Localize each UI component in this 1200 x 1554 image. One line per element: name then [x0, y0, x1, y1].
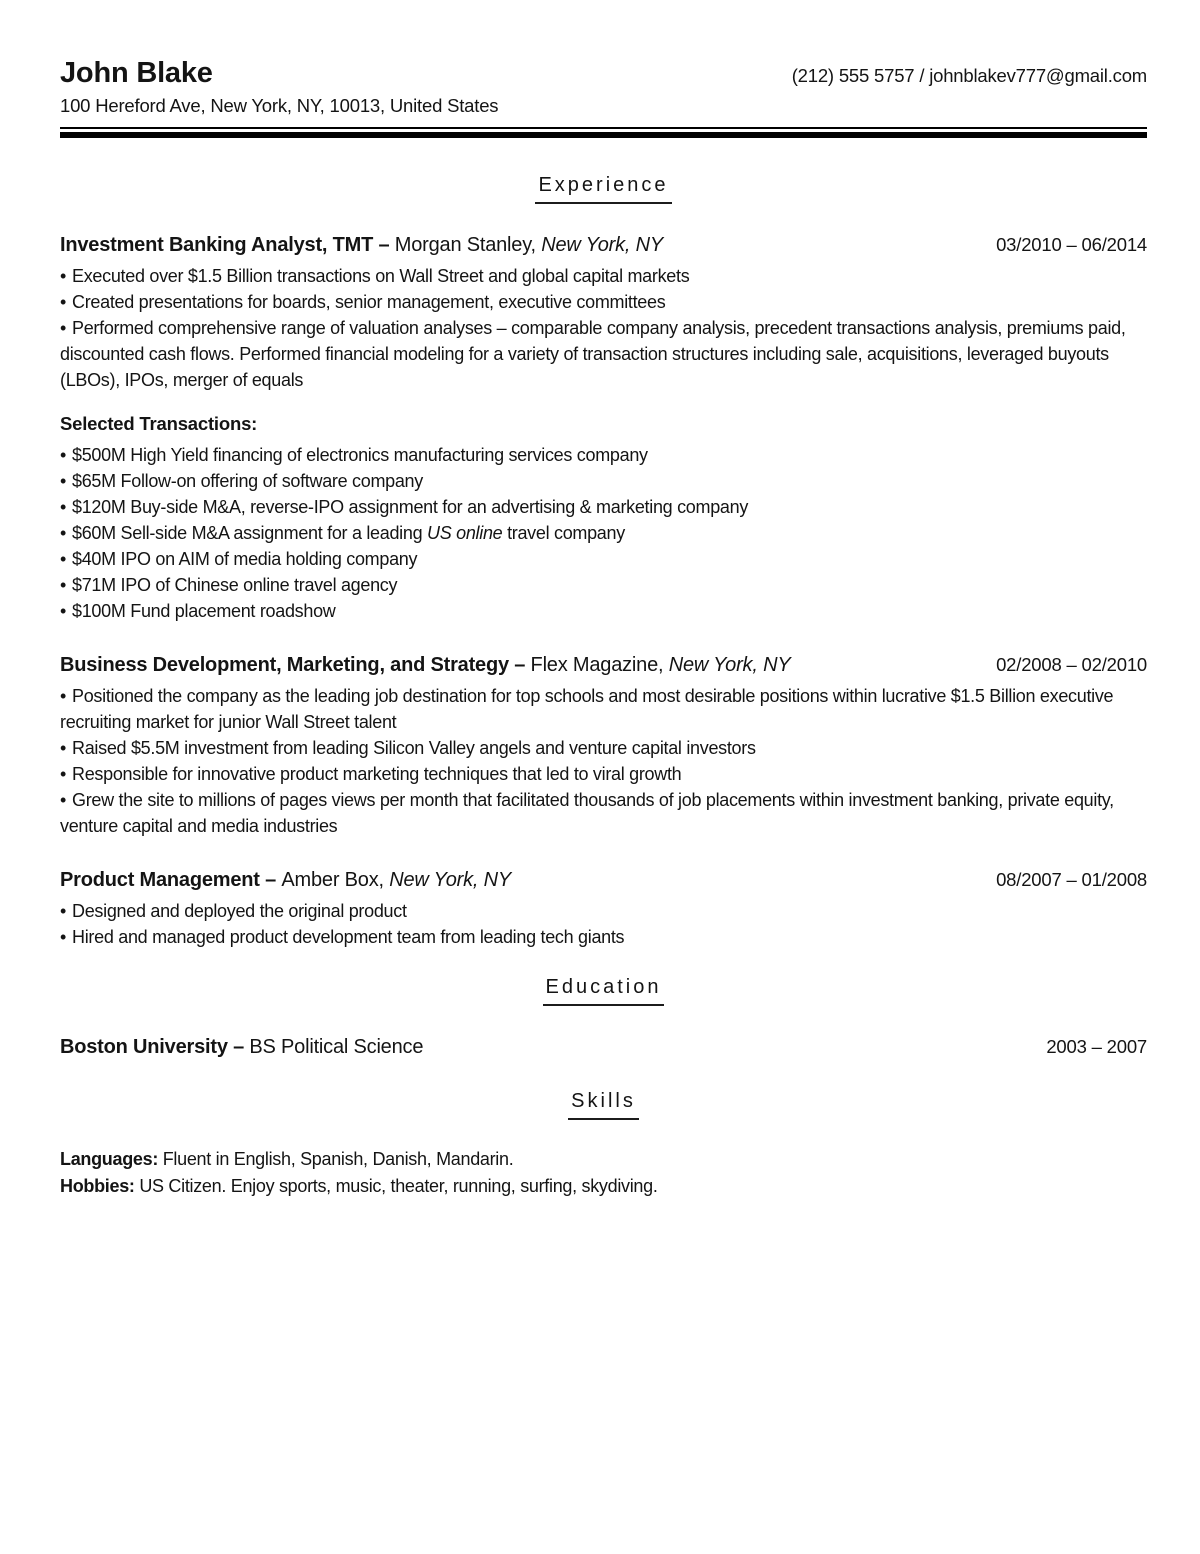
- languages-line: [60, 1146, 1147, 1173]
- bullet-marker: •: [60, 266, 67, 286]
- section-title-experience: Experience: [535, 174, 671, 204]
- bullet-item: [60, 468, 1147, 494]
- bullet-item: [60, 520, 1147, 546]
- job-dates: 03/2010 – 06/2014: [996, 234, 1147, 255]
- header-row: [60, 56, 1147, 90]
- bullet-text: Created presentations for boards, senior management, executive committees: [72, 292, 666, 312]
- job-entry-product-management: [60, 867, 1147, 950]
- bullet-text-italic: US online: [427, 523, 503, 543]
- job-bullet-list: [60, 898, 1147, 950]
- divider-thick-line: [60, 132, 1147, 138]
- bullet-marker: •: [60, 497, 67, 517]
- bullet-text: $500M High Yield financing of electronics manufacturing services company: [72, 445, 648, 465]
- education-title: [60, 1034, 423, 1060]
- bullet-text: Raised $5.5M investment from leading Silicon Valley angels and venture capital investors: [72, 738, 756, 758]
- job-header: [60, 652, 1147, 678]
- resume-header: [60, 56, 1147, 138]
- bullet-marker: •: [60, 927, 67, 947]
- bullet-marker: •: [60, 318, 67, 338]
- section-experience: [60, 174, 1147, 204]
- job-company: Flex Magazine,: [530, 654, 669, 676]
- bullet-item: [60, 735, 1147, 761]
- bullet-text: Executed over $1.5 Billion transactions on Wall Street and global capital markets: [72, 266, 690, 286]
- bullet-marker: •: [60, 790, 67, 810]
- job-header: [60, 232, 1147, 258]
- bullet-text: Grew the site to millions of pages views per month that facilitated thousands of job placements within investment banking, private equity, venture capital and media industries: [60, 790, 1119, 836]
- bullet-marker: •: [60, 764, 67, 784]
- bullet-item: [60, 898, 1147, 924]
- job-header: [60, 867, 1147, 893]
- job-location: New York, NY: [668, 654, 791, 676]
- bullet-marker: •: [60, 523, 67, 543]
- job-title: [60, 232, 663, 258]
- job-location: New York, NY: [541, 234, 663, 256]
- bullet-item: [60, 546, 1147, 572]
- bullet-marker: •: [60, 549, 67, 569]
- bullet-item: [60, 598, 1147, 624]
- bullet-item: [60, 924, 1147, 950]
- job-location: New York, NY: [389, 869, 511, 891]
- bullet-text: $65M Follow-on offering of software company: [72, 471, 423, 491]
- section-education: [60, 976, 1147, 1006]
- bullet-item: [60, 315, 1147, 393]
- bullet-item: [60, 289, 1147, 315]
- bullet-item: [60, 683, 1147, 735]
- job-role: Product Management –: [60, 869, 282, 891]
- job-company: Amber Box,: [281, 869, 390, 891]
- languages-value: Fluent in English, Spanish, Danish, Mandarin.: [162, 1149, 514, 1169]
- job-bullet-list: [60, 263, 1147, 393]
- bullet-text: Hired and managed product development team from leading tech giants: [72, 927, 625, 947]
- bullet-text: Positioned the company as the leading job destination for top schools and most desirable positions within lucrative $1.5 Billion executive recruiting market for junior Wall Street talent: [60, 686, 1118, 732]
- job-role: Business Development, Marketing, and Strategy –: [60, 654, 531, 676]
- job-dates: 02/2008 – 02/2010: [996, 654, 1147, 675]
- bullet-text: $100M Fund placement roadshow: [72, 601, 336, 621]
- bullet-text: $40M IPO on AIM of media holding company: [72, 549, 418, 569]
- bullet-marker: •: [60, 292, 67, 312]
- education-entry: [60, 1034, 1147, 1060]
- hobbies-value: US Citizen. Enjoy sports, music, theater, running, surfing, skydiving.: [139, 1176, 658, 1196]
- job-dates: 08/2007 – 01/2008: [996, 869, 1147, 890]
- section-skills: [60, 1090, 1147, 1120]
- bullet-marker: •: [60, 901, 67, 921]
- bullet-item: [60, 761, 1147, 787]
- bullet-text: Responsible for innovative product marketing techniques that led to viral growth: [72, 764, 682, 784]
- languages-label: Languages:: [60, 1149, 163, 1169]
- selected-transactions-list: [60, 442, 1147, 624]
- section-title-education: Education: [543, 976, 665, 1006]
- bullet-text-post: travel company: [502, 523, 625, 543]
- section-title-skills: Skills: [568, 1090, 639, 1120]
- bullet-item: [60, 442, 1147, 468]
- bullet-item: [60, 572, 1147, 598]
- job-company: Morgan Stanley,: [394, 234, 542, 256]
- header-divider: [60, 127, 1147, 138]
- job-bullet-list: [60, 683, 1147, 839]
- contact-info: (212) 555 5757 / johnblakev777@gmail.com: [791, 65, 1147, 86]
- bullet-marker: •: [60, 575, 67, 595]
- bullet-text: $120M Buy-side M&A, reverse-IPO assignment for an advertising & marketing company: [72, 497, 749, 517]
- bullet-item: [60, 263, 1147, 289]
- bullet-text-pre: $60M Sell-side M&A assignment for a leading: [72, 523, 428, 543]
- education-dates: 2003 – 2007: [1046, 1036, 1147, 1057]
- skills-block: [60, 1146, 1147, 1200]
- job-entry-investment-banking-analyst: [60, 232, 1147, 624]
- bullet-item: [60, 787, 1147, 839]
- bullet-marker: •: [60, 445, 67, 465]
- hobbies-label: Hobbies:: [60, 1176, 140, 1196]
- degree: BS Political Science: [249, 1036, 424, 1058]
- job-title: [60, 867, 511, 893]
- bullet-marker: •: [60, 686, 67, 706]
- bullet-item: [60, 494, 1147, 520]
- hobbies-line: [60, 1173, 1147, 1200]
- bullet-marker: •: [60, 601, 67, 621]
- job-title: [60, 652, 790, 678]
- bullet-text: $71M IPO of Chinese online travel agency: [72, 575, 398, 595]
- job-role: Investment Banking Analyst, TMT –: [60, 234, 395, 256]
- address-line: 100 Hereford Ave, New York, NY, 10013, United States: [60, 95, 499, 116]
- bullet-text: Designed and deployed the original product: [72, 901, 407, 921]
- bullet-text: Performed comprehensive range of valuation analyses – comparable company analysis, precedent transactions analysis, premiums paid, discounted cash flows. Performed financial modeling for a variety of transaction structures including sale, acquisitions, leveraged buyouts (LBOs), IPOs, merger of equals: [60, 318, 1131, 390]
- bullet-marker: •: [60, 471, 67, 491]
- selected-transactions-heading: Selected Transactions:: [60, 413, 258, 434]
- bullet-marker: •: [60, 738, 67, 758]
- school-name: Boston University –: [60, 1036, 250, 1058]
- person-name: John Blake: [60, 57, 213, 89]
- job-entry-business-development: [60, 652, 1147, 839]
